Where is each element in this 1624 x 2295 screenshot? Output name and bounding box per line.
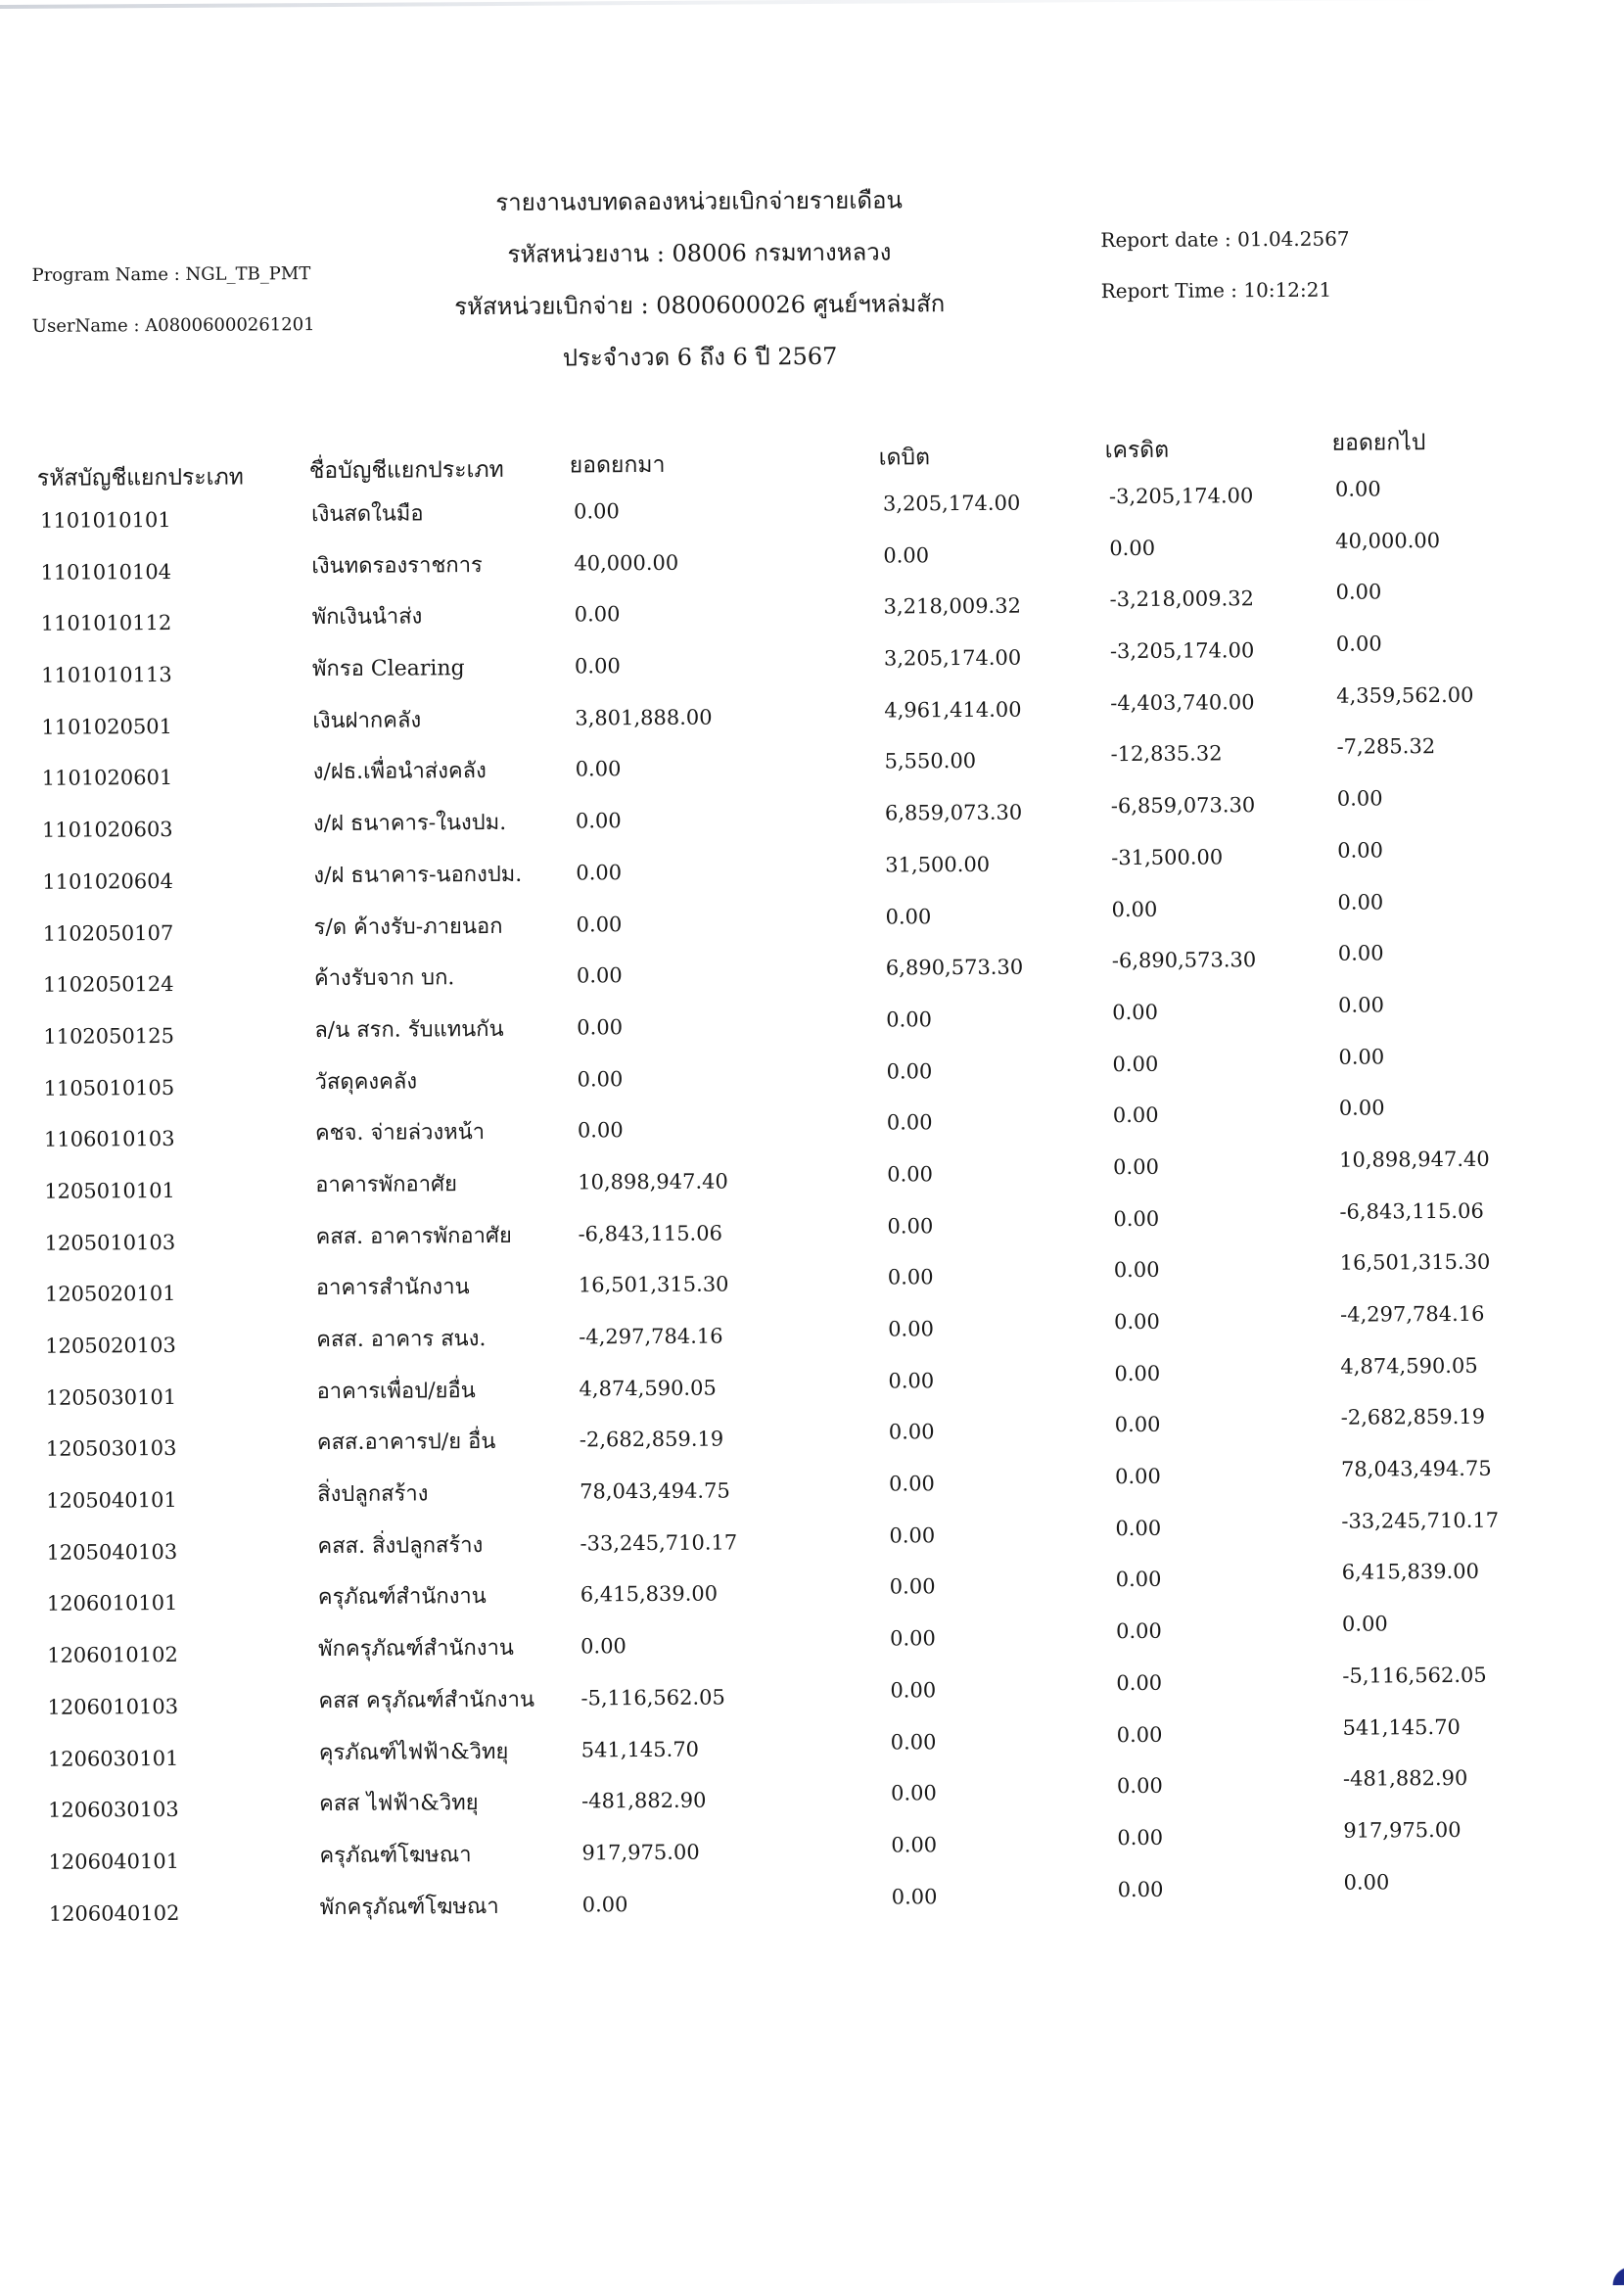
table-row	[5, 1869, 1624, 1943]
credit-amount: 0.00	[1113, 1154, 1159, 1180]
account-code: 1101010113	[40, 663, 172, 687]
closing-balance: -481,882.90	[1342, 1766, 1468, 1791]
debit-amount: 0.00	[887, 1213, 934, 1239]
credit-amount: 0.00	[1112, 1103, 1159, 1128]
debit-amount: 0.00	[887, 1162, 934, 1187]
account-name: พักเงินนำส่ง	[311, 604, 423, 631]
closing-balance: 0.00	[1335, 580, 1382, 605]
account-code: 1205030103	[45, 1436, 177, 1462]
closing-balance: 10,898,947.40	[1339, 1147, 1490, 1172]
credit-amount: 0.00	[1115, 1618, 1162, 1644]
credit-amount: 0.00	[1117, 1825, 1164, 1850]
credit-amount: 0.00	[1111, 897, 1158, 921]
account-name: เงินสดในมือ	[310, 501, 424, 528]
debit-amount: 0.00	[886, 1007, 933, 1032]
report-date: Report date : 01.04.2567	[1100, 226, 1350, 253]
debit-amount: 0.00	[888, 1317, 934, 1341]
opening-balance: -6,843,115.06	[578, 1221, 722, 1246]
account-name: คุรภัณฑ์ไฟฟ้า&วิทยุ	[318, 1739, 509, 1765]
agency-code: รหัสหน่วยงาน : 08006 กรมทางหลวง	[507, 238, 892, 268]
closing-balance: -33,245,710.17	[1341, 1508, 1500, 1533]
debit-amount: 0.00	[891, 1833, 938, 1857]
credit-amount: -3,205,174.00	[1108, 484, 1254, 509]
scan-corner-mark	[1601, 2252, 1624, 2285]
opening-balance: 0.00	[577, 1015, 624, 1040]
credit-amount: 0.00	[1112, 1000, 1159, 1025]
opening-balance: -481,882.90	[581, 1788, 707, 1813]
scan-edge	[0, 0, 1617, 9]
program-info	[31, 259, 314, 363]
account-name: คสส. อาคาร สนง.	[316, 1327, 487, 1353]
debit-amount: 0.00	[891, 1884, 938, 1909]
credit-amount: 0.00	[1109, 536, 1156, 560]
account-name: ค้างรับจาก บก.	[313, 965, 455, 992]
account-code: 1205010101	[44, 1178, 175, 1203]
account-code: 1102050107	[42, 920, 174, 946]
debit-amount: 3,205,174.00	[883, 645, 1022, 671]
closing-balance: 0.00	[1334, 477, 1381, 501]
closing-balance: 6,415,839.00	[1341, 1560, 1480, 1585]
account-code: 1101020604	[42, 868, 174, 894]
account-code: 1206010103	[47, 1694, 179, 1719]
account-code: 1101010101	[40, 507, 171, 533]
account-name: ครุภัณฑ์โฆษณา	[319, 1843, 472, 1868]
account-name: พักครุภัณฑ์โฆษณา	[319, 1894, 499, 1920]
closing-balance: 0.00	[1337, 889, 1384, 914]
account-code: 1206030103	[48, 1798, 179, 1822]
closing-balance: 40,000.00	[1335, 528, 1441, 553]
credit-amount: 0.00	[1116, 1774, 1163, 1799]
debit-amount: 0.00	[889, 1472, 935, 1496]
debit-amount: 5,550.00	[884, 749, 977, 773]
closing-balance: 0.00	[1341, 1612, 1388, 1636]
account-name: ง/ฝ ธนาคาร-ในงปม.	[312, 811, 507, 837]
column-header-credit: เครดิต	[1104, 437, 1170, 464]
column-header-code: รหัสบัญชีแยกประเภท	[36, 464, 244, 492]
debit-amount: 0.00	[890, 1626, 936, 1651]
account-code: 1105010105	[43, 1075, 175, 1101]
opening-balance: 78,043,494.75	[580, 1478, 730, 1504]
account-name: อาคารพักอาศัย	[315, 1172, 458, 1198]
debit-amount: 6,890,573.30	[885, 955, 1024, 980]
credit-amount: 0.00	[1115, 1516, 1162, 1540]
credit-amount: 0.00	[1114, 1309, 1160, 1335]
debit-amount: 4,961,414.00	[884, 697, 1022, 723]
debit-amount: 3,205,174.00	[882, 491, 1021, 516]
closing-balance: 0.00	[1338, 993, 1384, 1017]
account-code: 1101020501	[41, 714, 173, 739]
account-code: 1205010103	[44, 1230, 176, 1255]
account-name: ง/ฝ ธนาคาร-นอกงปม.	[313, 862, 523, 888]
closing-balance: 0.00	[1343, 1869, 1390, 1895]
account-code: 1102050124	[42, 972, 174, 997]
account-code: 1205040103	[46, 1539, 178, 1565]
closing-balance: 4,874,590.05	[1340, 1353, 1478, 1379]
closing-balance: 16,501,315.30	[1339, 1250, 1491, 1276]
credit-amount: 0.00	[1113, 1206, 1160, 1231]
account-name: พักรอ Clearing	[311, 656, 465, 682]
opening-balance: 541,145.70	[580, 1737, 700, 1761]
closing-balance: 541,145.70	[1342, 1714, 1461, 1740]
account-code: 1102050125	[43, 1023, 174, 1049]
account-code: 1101020601	[41, 766, 173, 791]
account-name: อาคารสำนักงาน	[315, 1275, 470, 1301]
debit-amount: 0.00	[889, 1574, 936, 1599]
debit-amount: 0.00	[886, 1110, 933, 1135]
account-code: 1206010102	[47, 1643, 178, 1667]
credit-amount: -4,403,740.00	[1110, 689, 1255, 715]
opening-balance: 3,801,888.00	[575, 705, 713, 730]
opening-balance: 0.00	[576, 912, 623, 936]
opening-balance: -4,297,784.16	[579, 1324, 723, 1349]
account-name: คสส. สิ่งปลูกสร้าง	[317, 1532, 484, 1559]
debit-amount: 0.00	[885, 904, 932, 929]
credit-amount: -12,835.32	[1110, 741, 1223, 767]
opening-balance: 0.00	[576, 860, 623, 885]
account-name: คสส ไฟฟ้า&วิทยุ	[319, 1791, 479, 1817]
debit-amount: 0.00	[888, 1420, 935, 1444]
closing-balance: 78,043,494.75	[1340, 1456, 1492, 1481]
opening-balance: 0.00	[574, 654, 621, 679]
opening-balance: 40,000.00	[574, 550, 679, 576]
debit-amount: 6,859,073.30	[884, 800, 1023, 825]
credit-amount: -3,205,174.00	[1109, 638, 1255, 664]
closing-balance: 0.00	[1338, 1096, 1385, 1120]
closing-balance: -2,682,859.19	[1340, 1405, 1486, 1430]
user-name: UserName : A08006000261201	[31, 314, 315, 337]
account-code: 1206040101	[48, 1849, 180, 1874]
column-header-debit: เดบิต	[878, 445, 931, 471]
opening-balance: 10,898,947.40	[578, 1169, 728, 1194]
account-name: ร/ด ค้างรับ-ภายนอก	[313, 913, 503, 940]
credit-amount: 0.00	[1115, 1568, 1162, 1592]
credit-amount: 0.00	[1113, 1258, 1160, 1283]
closing-balance: 0.00	[1335, 632, 1382, 656]
report-timestamp	[1100, 224, 1350, 328]
account-code: 1101010112	[40, 611, 172, 636]
account-name: อาคารเพื่อป/ยอื่น	[316, 1378, 476, 1404]
account-name: สิ่งปลูกสร้าง	[317, 1481, 429, 1508]
column-header-name: ชื่อบัญชีแยกประเภท	[308, 456, 504, 485]
debit-amount: 0.00	[886, 1058, 933, 1084]
credit-amount: 0.00	[1114, 1413, 1161, 1437]
closing-balance: -4,297,784.16	[1339, 1301, 1485, 1327]
credit-amount: 0.00	[1114, 1361, 1161, 1385]
account-name: พักครุภัณฑ์สำนักงาน	[318, 1635, 515, 1663]
disbursing-unit-code: รหัสหน่วยเบิกจ่าย : 0800600026 ศูนย์ฯหล่มสัก	[454, 290, 946, 321]
closing-balance: 0.00	[1337, 838, 1384, 863]
closing-balance: -5,116,562.05	[1342, 1663, 1487, 1688]
credit-amount: -3,218,009.32	[1109, 586, 1255, 612]
opening-balance: 0.00	[580, 1634, 626, 1659]
closing-balance: -7,285.32	[1336, 734, 1436, 760]
debit-amount: 0.00	[890, 1781, 937, 1805]
opening-balance: -2,682,859.19	[579, 1427, 724, 1452]
account-code: 1101020603	[41, 818, 173, 842]
account-name: คชจ. จ่ายล่วงหน้า	[314, 1120, 486, 1147]
report-period: ประจำงวด 6 ถึง 6 ปี 2567	[562, 342, 838, 372]
opening-balance: 16,501,315.30	[578, 1272, 729, 1297]
debit-amount: 3,218,009.32	[883, 594, 1021, 619]
opening-balance: -33,245,710.17	[580, 1530, 738, 1556]
opening-balance: 0.00	[577, 1066, 624, 1092]
closing-balance: 0.00	[1338, 1044, 1385, 1069]
report-header	[415, 180, 984, 392]
account-code: 1206040102	[48, 1900, 180, 1926]
opening-balance: 6,415,839.00	[580, 1582, 719, 1607]
opening-balance: 0.00	[574, 602, 621, 627]
credit-amount: 0.00	[1112, 1052, 1159, 1076]
account-code: 1106010103	[43, 1127, 175, 1152]
account-name: คสส ครุภัณฑ์สำนักงาน	[318, 1687, 535, 1713]
debit-amount: 31,500.00	[885, 852, 991, 877]
opening-balance: 0.00	[575, 757, 622, 781]
debit-amount: 0.00	[889, 1522, 936, 1548]
opening-balance: 0.00	[577, 1118, 624, 1143]
opening-balance: 0.00	[573, 499, 620, 524]
column-header-opening: ยอดยกมา	[569, 451, 666, 479]
column-header-closing: ยอดยกไป	[1331, 430, 1426, 456]
opening-balance: 0.00	[581, 1892, 628, 1917]
credit-amount: -6,890,573.30	[1111, 948, 1257, 973]
closing-balance: 0.00	[1337, 941, 1384, 965]
credit-amount: 0.00	[1117, 1877, 1164, 1901]
credit-amount: 0.00	[1114, 1464, 1161, 1489]
report-time: Report Time : 10:12:21	[1100, 277, 1332, 304]
credit-amount: 0.00	[1116, 1670, 1163, 1695]
account-name: คสส. อาคารพักอาศัย	[315, 1223, 512, 1249]
report-title: รายงานงบทดลองหน่วยเบิกจ่ายรายเดือน	[495, 186, 903, 216]
opening-balance: -5,116,562.05	[580, 1685, 725, 1710]
debit-amount: 0.00	[890, 1729, 937, 1755]
account-name: เงินฝากคลัง	[312, 708, 422, 733]
opening-balance: 4,874,590.05	[579, 1376, 717, 1401]
account-name: ครุภัณฑ์สำนักงาน	[317, 1584, 487, 1611]
account-code: 1101010104	[40, 559, 172, 585]
account-name: คสส.อาคารป/ย อื่น	[316, 1429, 496, 1456]
account-code: 1206030101	[47, 1746, 179, 1771]
program-name: Program Name : NGL_TB_PMT	[31, 263, 311, 286]
opening-balance: 0.00	[575, 809, 622, 833]
opening-balance: 917,975.00	[581, 1840, 700, 1865]
debit-amount: 0.00	[887, 1265, 934, 1289]
account-name: วัสดุคงคลัง	[314, 1069, 418, 1095]
account-name: ง/ฝธ.เพื่อนำส่งคลัง	[312, 759, 487, 785]
account-code: 1205040101	[46, 1488, 177, 1513]
account-name: เงินทดรองราชการ	[311, 552, 483, 579]
closing-balance: 4,359,562.00	[1336, 682, 1474, 708]
account-code: 1205020103	[45, 1333, 176, 1358]
account-code: 1205030101	[45, 1384, 177, 1410]
credit-amount: 0.00	[1116, 1722, 1163, 1747]
closing-balance: 917,975.00	[1343, 1817, 1462, 1843]
debit-amount: 0.00	[890, 1678, 937, 1703]
debit-amount: 0.00	[888, 1368, 935, 1393]
account-code: 1205020101	[44, 1282, 176, 1307]
debit-amount: 0.00	[883, 542, 930, 568]
account-code: 1206010101	[46, 1591, 178, 1616]
closing-balance: -6,843,115.06	[1339, 1198, 1484, 1224]
closing-balance: 0.00	[1336, 786, 1383, 811]
credit-amount: -6,859,073.30	[1110, 793, 1256, 819]
credit-amount: -31,500.00	[1111, 845, 1224, 869]
account-name: ล/น สรก. รับแทนกัน	[314, 1016, 504, 1043]
opening-balance: 0.00	[576, 963, 623, 988]
